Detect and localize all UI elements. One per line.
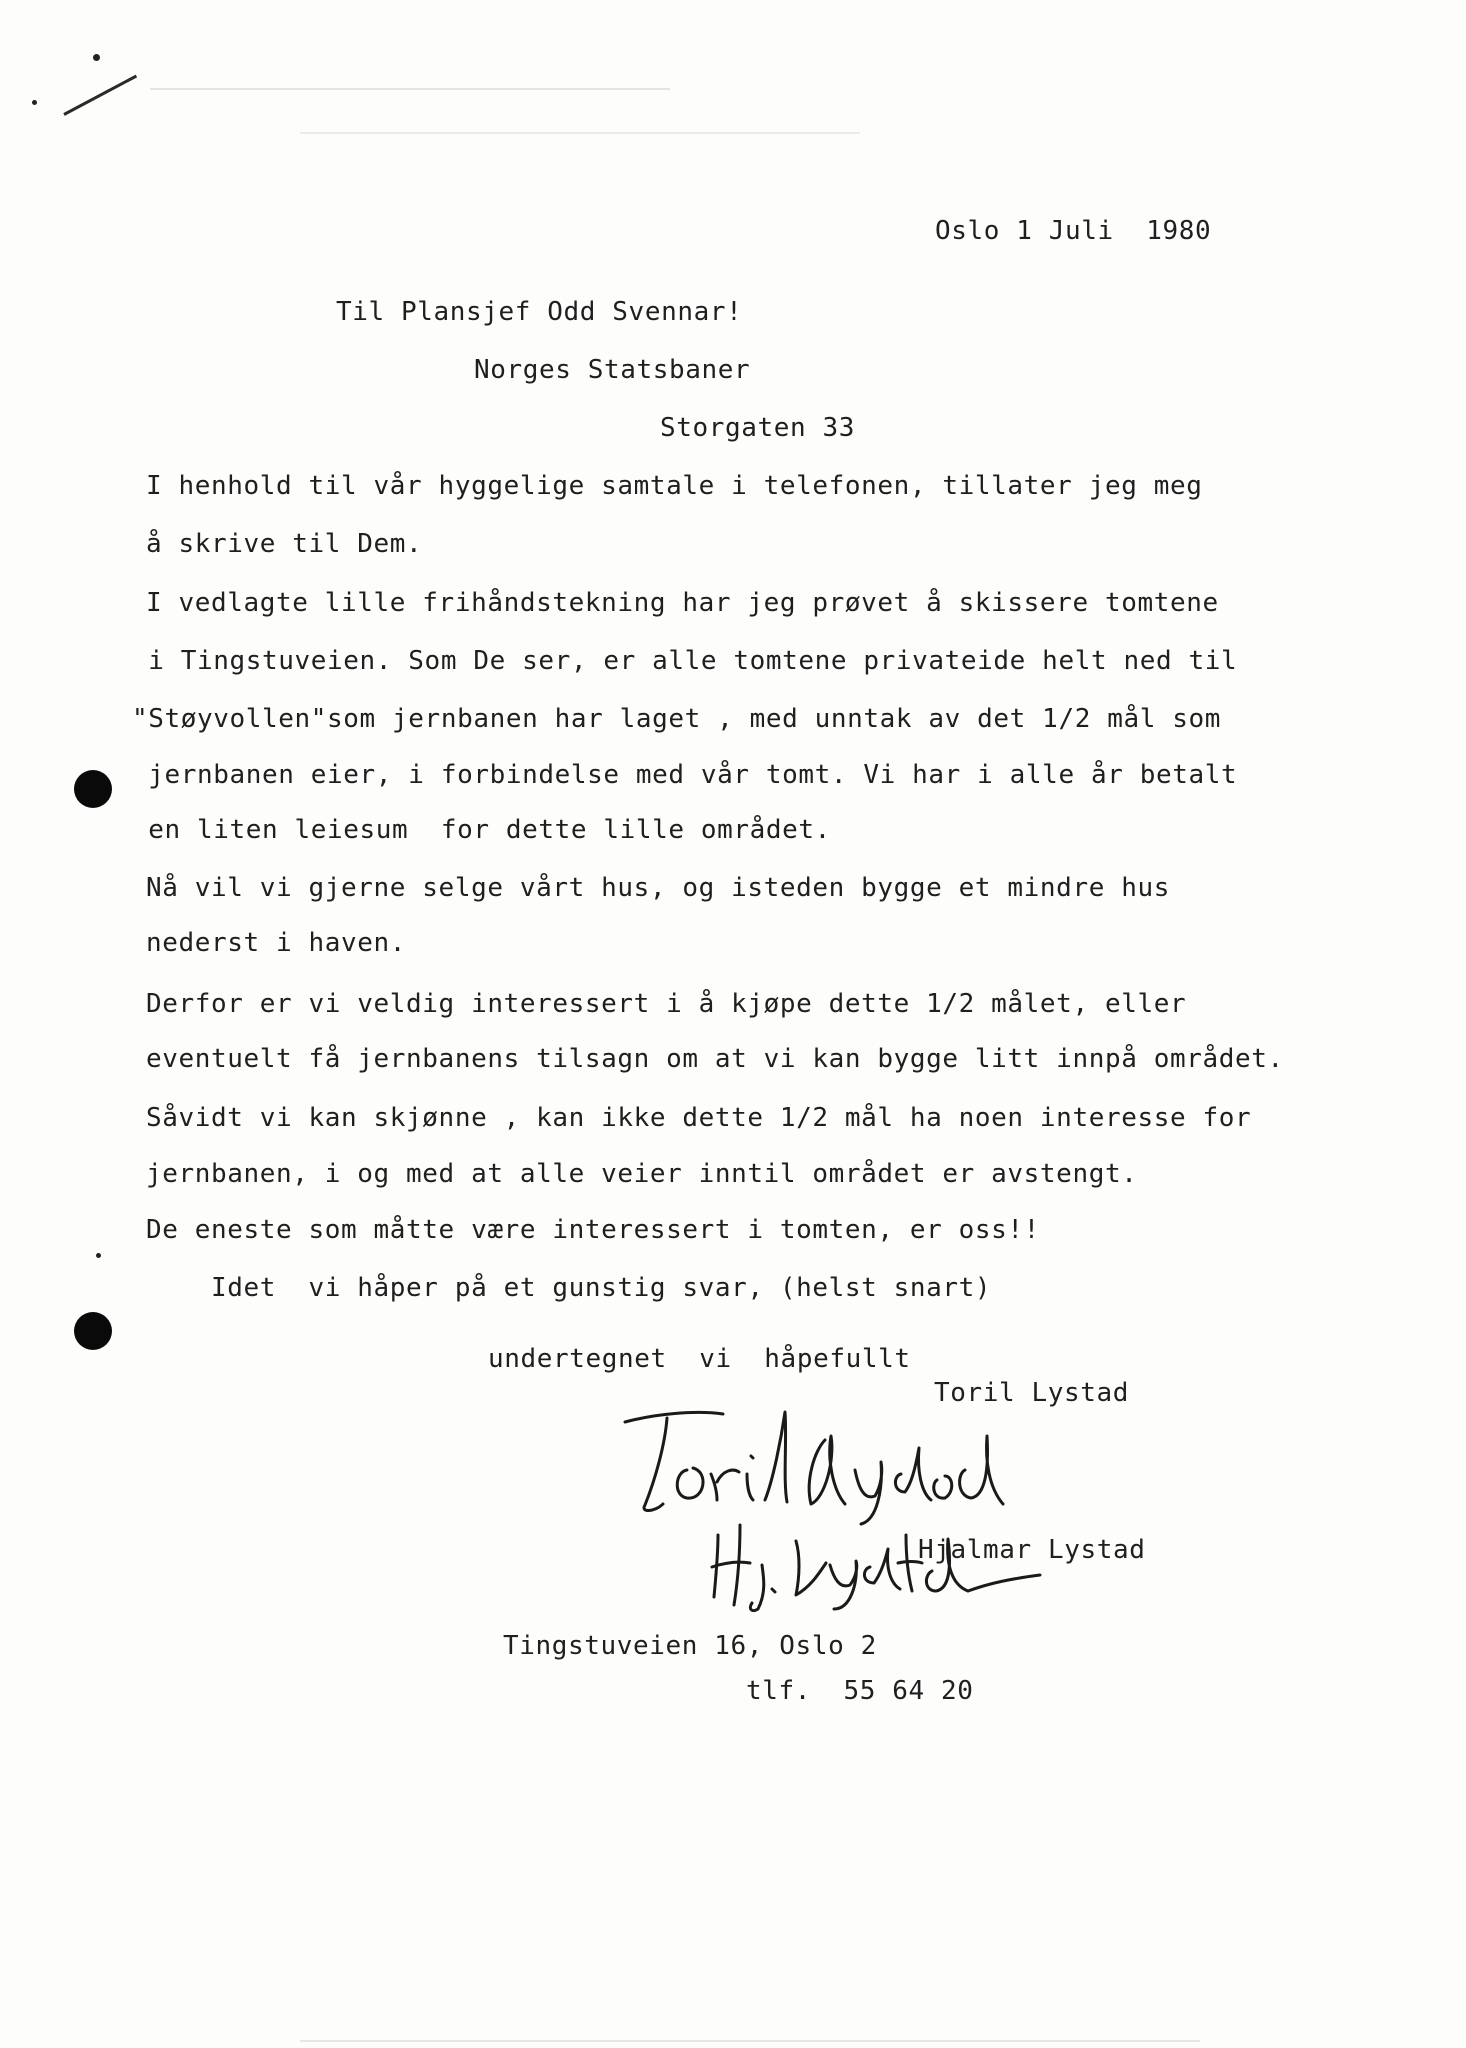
body-line: "Støyvollen"som jernbanen har laget , med unntak av det 1/2 mål som — [132, 704, 1221, 734]
ink-speck — [96, 1253, 101, 1258]
ink-speck — [32, 100, 37, 105]
punch-hole-lower — [74, 1312, 112, 1350]
signatory-name-1: Toril Lystad — [934, 1378, 1130, 1408]
scan-artifact-line — [150, 88, 670, 90]
handwritten-signature-hjalmar — [700, 1505, 1060, 1615]
scan-artifact-line — [300, 2040, 1200, 2042]
letter-date: Oslo 1 Juli 1980 — [935, 216, 1212, 246]
scan-artifact-line — [300, 132, 860, 134]
recipient-line-2: Norges Statsbaner — [474, 355, 751, 385]
body-line: Nå vil vi gjerne selge vårt hus, og isteden bygge et mindre hus — [146, 873, 1170, 903]
recipient-line-1: Til Plansjef Odd Svennar! — [336, 297, 743, 327]
body-line: jernbanen eier, i forbindelse med vår tomt. Vi har i alle år betalt — [132, 760, 1238, 790]
body-line: i Tingstuveien. Som De ser, er alle tomtene privateide helt ned til — [132, 646, 1238, 676]
signatory-name-2: Hjalmar Lystad — [918, 1535, 1146, 1565]
body-line: nederst i haven. — [146, 928, 407, 958]
body-line: en liten leiesum for dette lille området. — [132, 815, 831, 845]
body-line: I henhold til vår hyggelige samtale i telefonen, tillater jeg meg — [146, 471, 1203, 501]
sender-phone: tlf. 55 64 20 — [746, 1676, 974, 1706]
pen-stroke-mark — [63, 75, 137, 116]
body-line: eventuelt få jernbanens tilsagn om at vi kan bygge litt innpå området. — [146, 1044, 1284, 1074]
body-line: Idet vi håper på et gunstig svar, (helst snart) — [146, 1273, 992, 1303]
ink-speck — [93, 54, 100, 61]
body-line: å skrive til Dem. — [146, 529, 423, 559]
closing-line: undertegnet vi håpefullt — [488, 1344, 911, 1374]
sender-address: Tingstuveien 16, Oslo 2 — [503, 1631, 877, 1661]
body-line: De eneste som måtte være interessert i tomten, er oss!! — [146, 1215, 1040, 1245]
body-line: Derfor er vi veldig interessert i å kjøpe dette 1/2 målet, eller — [146, 989, 1187, 1019]
punch-hole-upper — [74, 770, 112, 808]
body-line: I vedlagte lille frihåndstekning har jeg prøvet å skissere tomtene — [146, 588, 1219, 618]
recipient-line-3: Storgaten 33 — [660, 413, 856, 443]
body-line: Såvidt vi kan skjønne , kan ikke dette 1/2 mål ha noen interesse for — [146, 1103, 1252, 1133]
body-line: jernbanen, i og med at alle veier inntil området er avstengt. — [146, 1159, 1138, 1189]
